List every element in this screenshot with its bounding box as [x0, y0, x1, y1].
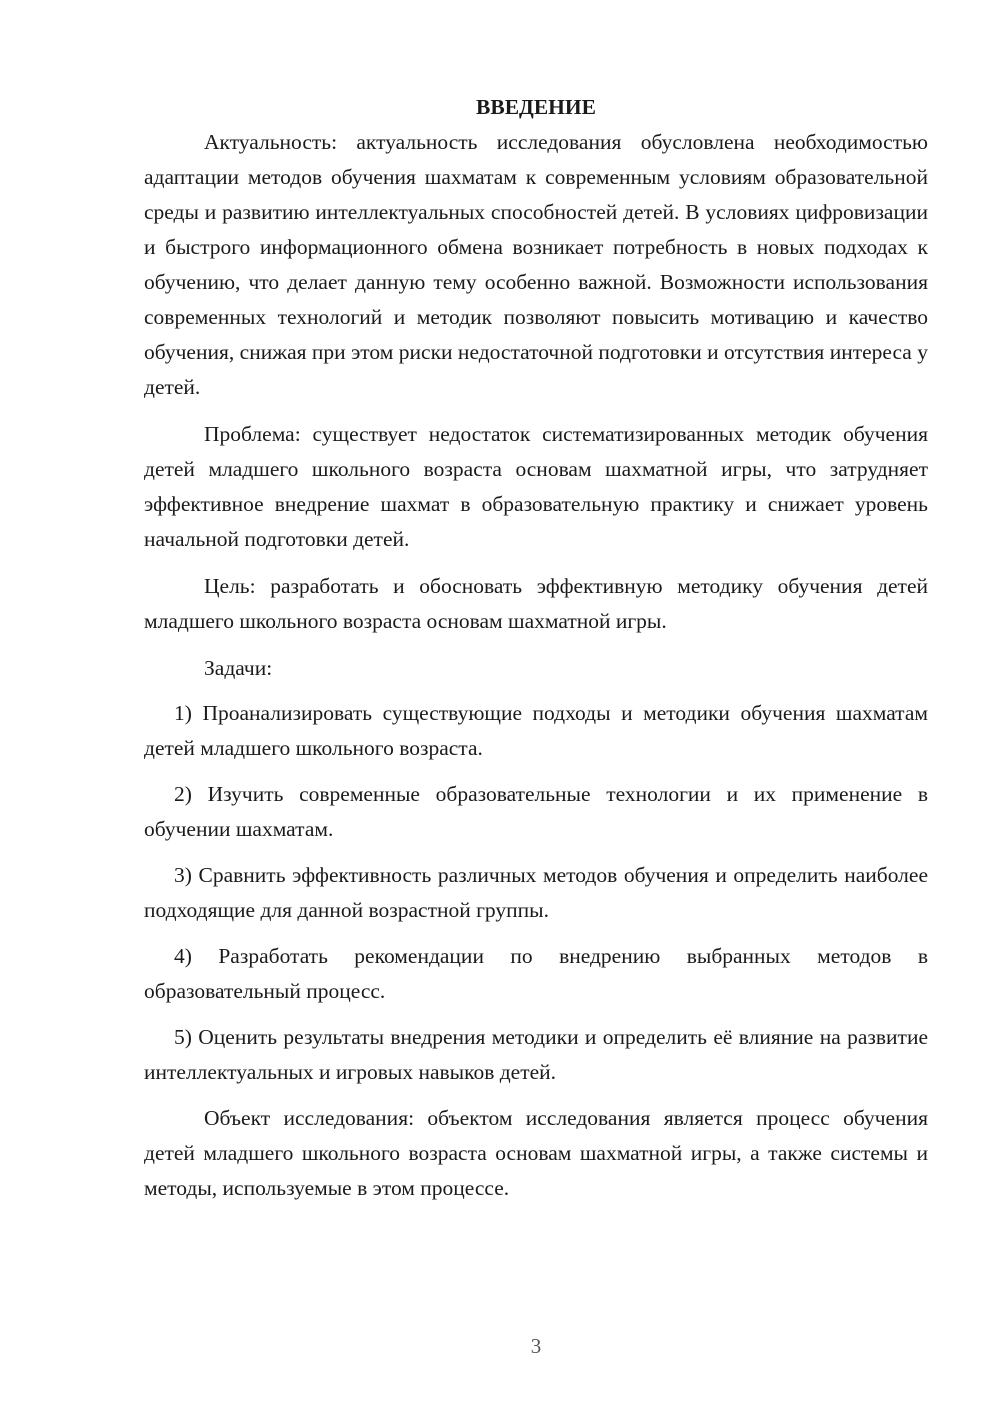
tasks-label: Задачи: — [204, 656, 273, 680]
page-content — [144, 90, 928, 1206]
spacer — [144, 686, 928, 696]
task-item-3: 3) Сравнить эффективность различных методов обучения и определить наиболее подходящие для данной возрастной группы. — [144, 863, 928, 922]
problem-paragraph: Проблема: существует недостаток систематизированных методик обучения детей младшего школьного возраста основам шахматной игры, что затрудняет эффективное внедрение шахмат в образовательную практику и снижает уровень начальной подготовки детей. — [144, 422, 928, 551]
page-number: 3 — [530, 1334, 542, 1358]
relevance-paragraph: Актуальность: актуальность исследования обусловлена необходимостью адаптации методов обучения шахматам к современным условиям образовательной среды и развитию интеллектуальных способностей детей. В условиях цифровизации и быстрого информационного обмена возникает потребность в новых подходах к обучению, что делает данную тему особенно важной. Возможности использования современных технологий и методик позволяют повысить мотивацию и качество обучения, снижая при этом риски недостаточной подготовки и отсутствия интереса у детей. — [144, 130, 928, 399]
goal-paragraph: Цель: разработать и обосновать эффективную методику обучения детей младшего школьного возраста основам шахматной игры. — [144, 574, 928, 633]
task-item-5: 5) Оценить результаты внедрения методики и определить её влияние на развитие интеллектуальных и игровых навыков детей. — [144, 1025, 928, 1084]
task-item-2: 2) Изучить современные образовательные технологии и их применение в обучении шахматам. — [144, 782, 928, 841]
task-item-1: 1) Проанализировать существующие подходы и методики обучения шахматам детей младшего школьного возраста. — [144, 701, 928, 760]
task-item-4: 4) Разработать рекомендации по внедрению выбранных методов в образовательный процесс. — [144, 944, 928, 1003]
spacer — [144, 1090, 928, 1101]
section-heading: ВВЕДЕНИЕ — [476, 95, 596, 119]
object-paragraph: Объект исследования: объектом исследования является процесс обучения детей младшего школьного возраста основам шахматной игры, а также системы и методы, используемые в этом процессе. — [144, 1106, 928, 1200]
